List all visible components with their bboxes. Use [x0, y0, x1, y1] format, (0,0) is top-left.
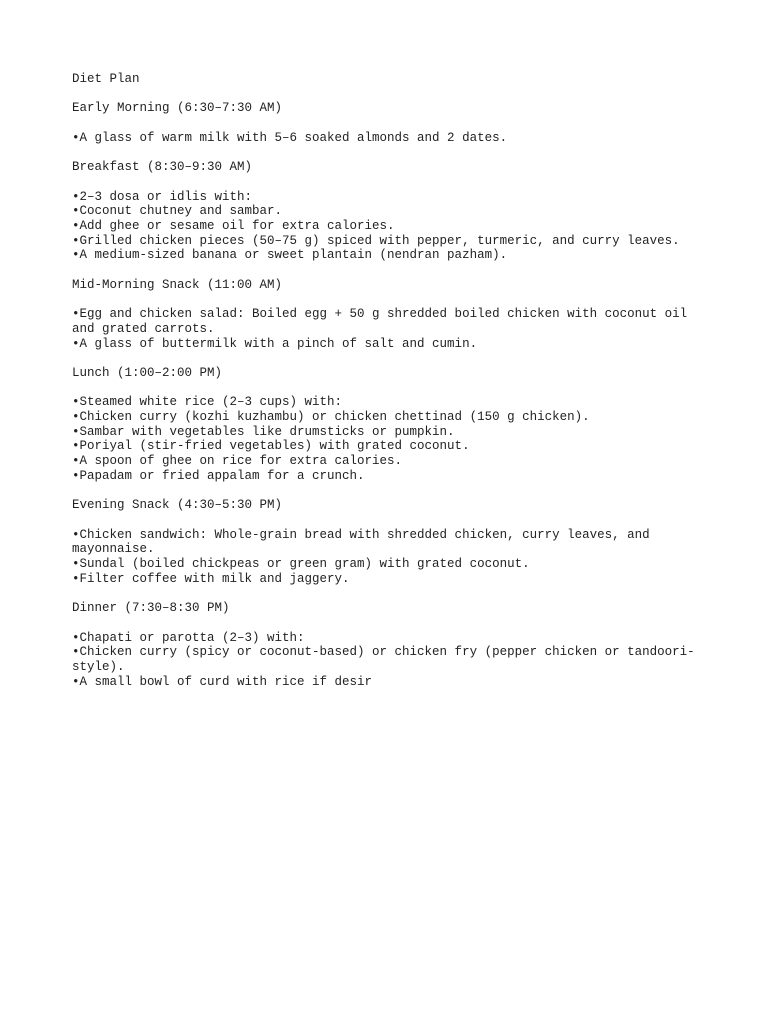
list-item: •Chapati or parotta (2–3) with:: [72, 630, 305, 645]
list-item: •A glass of buttermilk with a pinch of salt and cumin.: [72, 336, 478, 351]
section-mid-morning-snack: [72, 278, 712, 352]
list-item: •Grilled chicken pieces (50–75 g) spiced with pepper, turmeric, and curry leaves.: [72, 233, 680, 248]
section-early-morning: [72, 101, 712, 145]
list-item: •Coconut chutney and sambar.: [72, 204, 283, 219]
section-heading: Dinner (7:30–8:30 PM): [72, 601, 230, 616]
list-item: •Sambar with vegetables like drumsticks or pumpkin.: [72, 424, 455, 439]
section-heading: Evening Snack (4:30–5:30 PM): [72, 498, 283, 513]
list-item: •Chicken curry (kozhi kuzhambu) or chicken chettinad (150 g chicken).: [72, 410, 590, 425]
list-item: •Sundal (boiled chickpeas or green gram) with grated coconut.: [72, 557, 530, 572]
item-list: [72, 131, 712, 146]
item-list: [72, 307, 712, 351]
list-item: •Chicken sandwich: Whole-grain bread with shredded chicken, curry leaves, and mayonnaise.: [72, 527, 650, 557]
section-heading: Early Morning (6:30–7:30 AM): [72, 101, 283, 116]
list-item: •2–3 dosa or idlis with:: [72, 189, 253, 204]
item-list: [72, 190, 712, 264]
list-item: •A glass of warm milk with 5–6 soaked almonds and 2 dates.: [72, 130, 508, 145]
list-item: •Egg and chicken salad: Boiled egg + 50 g shredded boiled chicken with coconut oil and grated carrots.: [72, 307, 688, 336]
list-item: •Papadam or fried appalam for a crunch.: [72, 468, 365, 483]
section-heading: Mid-Morning Snack (11:00 AM): [72, 277, 283, 292]
list-item: •Poriyal (stir-fried vegetables) with grated coconut.: [72, 439, 470, 454]
list-item: •A medium-sized banana or sweet plantain (nendran pazham).: [72, 248, 508, 263]
section-evening-snack: [72, 498, 712, 586]
item-list: [72, 395, 712, 483]
list-item: •Steamed white rice (2–3 cups) with:: [72, 395, 343, 410]
list-item: •Add ghee or sesame oil for extra calories.: [72, 218, 395, 233]
section-breakfast: [72, 160, 712, 263]
document-title: Diet Plan: [72, 72, 140, 86]
list-item: •Filter coffee with milk and jaggery.: [72, 571, 350, 586]
list-item: •A spoon of ghee on rice for extra calories.: [72, 454, 403, 469]
item-list: [72, 528, 712, 587]
item-list: [72, 631, 712, 690]
document-page: [72, 72, 712, 704]
section-dinner: [72, 601, 712, 689]
section-lunch: [72, 366, 712, 484]
section-heading: Lunch (1:00–2:00 PM): [72, 365, 223, 380]
list-item: •Chicken curry (spicy or coconut-based) or chicken fry (pepper chicken or tandoori- style).: [72, 645, 695, 674]
list-item: •A small bowl of curd with rice if desir: [72, 674, 373, 689]
section-heading: Breakfast (8:30–9:30 AM): [72, 160, 253, 175]
